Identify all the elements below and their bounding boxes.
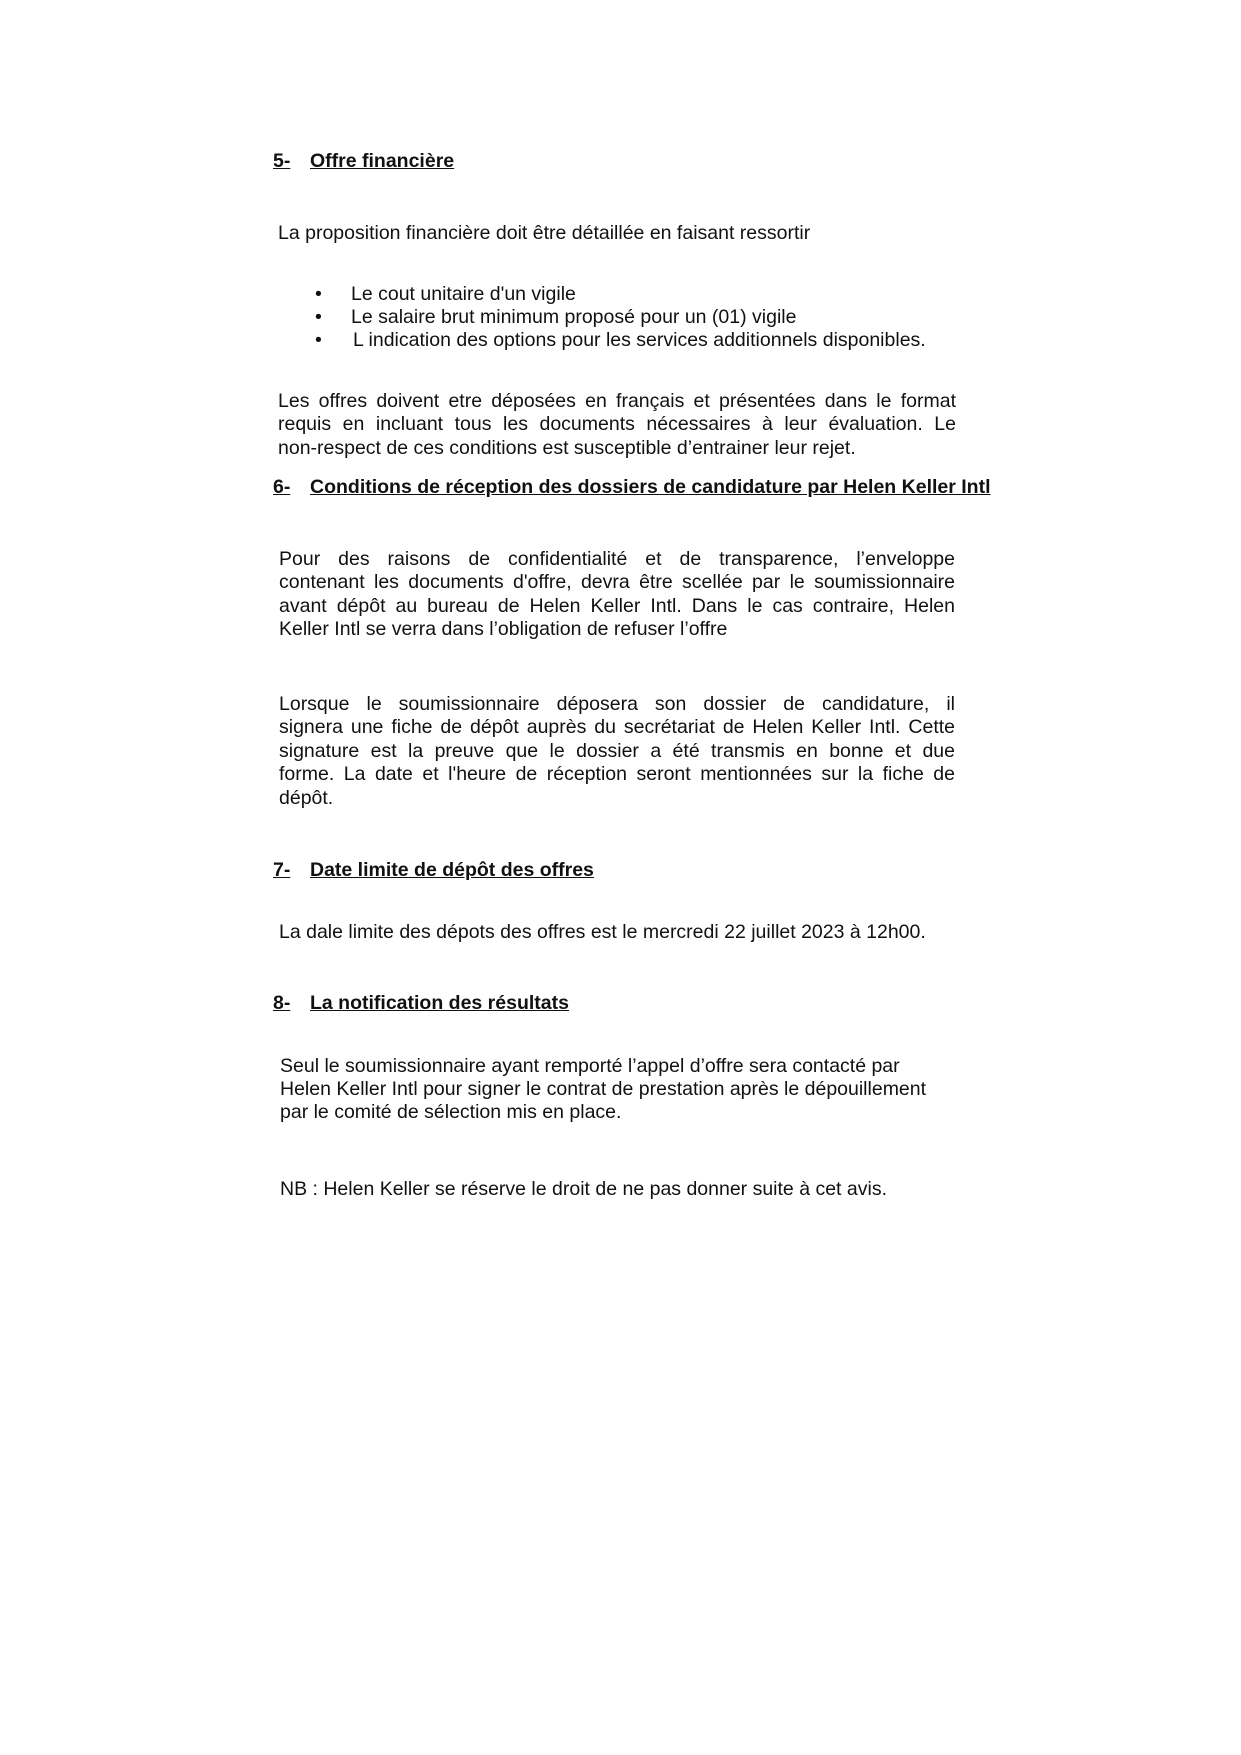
section-number: 8-: [273, 992, 291, 1014]
paragraph-line: Helen Keller Intl pour signer le contrat de prestation après le dépouillement: [280, 1078, 927, 1100]
paragraph-line: signera une fiche de dépôt auprès du secrétariat de Helen Keller Intl. Cette: [279, 716, 955, 739]
section-6-paragraph-1: [279, 548, 955, 642]
paragraph-line: non-respect de ces conditions est susceptible d’entrainer leur rejet.: [278, 436, 856, 459]
deadline-text: La dale limite des dépots des offres est le mercredi 22 juillet 2023 à 12h00.: [279, 921, 926, 943]
bullet-icon: •: [315, 329, 322, 351]
bullet-list: [315, 283, 1015, 353]
paragraph-line: par le comité de sélection mis en place.: [280, 1101, 622, 1123]
nb-note: NB : Helen Keller se réserve le droit de ne pas donner suite à cet avis.: [280, 1178, 887, 1200]
section-title: Conditions de réception des dossiers de candidature par Helen Keller Intl: [310, 476, 991, 498]
paragraph-line: Lorsque le soumissionnaire déposera son dossier de candidature, il: [279, 693, 955, 715]
section-5-intro: La proposition financière doit être détaillée en faisant ressortir: [278, 222, 811, 244]
section-title: La notification des résultats: [310, 992, 569, 1014]
section-title: Date limite de dépôt des offres: [310, 859, 594, 881]
paragraph-line: requis en incluant tous les documents nécessaires à leur évaluation. Le: [278, 413, 956, 436]
list-item-text: Le cout unitaire d'un vigile: [351, 283, 576, 305]
paragraph-line: contenant les documents d'offre, devra être scellée par le soumissionnaire: [279, 571, 955, 594]
section-number: 5-: [273, 150, 291, 172]
paragraph-line: Pour des raisons de confidentialité et de transparence, l’enveloppe: [279, 548, 955, 570]
section-title: Offre financière: [310, 150, 455, 172]
section-number: 7-: [273, 859, 291, 881]
section-6-paragraph-2: [279, 693, 955, 810]
bullet-icon: •: [315, 283, 322, 305]
paragraph-line: avant dépôt au bureau de Helen Keller Intl. Dans le cas contraire, Helen: [279, 594, 955, 617]
list-item-text: L indication des options pour les services additionnels disponibles.: [353, 329, 926, 351]
section-5-paragraph: [278, 390, 956, 460]
paragraph-line: dépôt.: [279, 786, 334, 809]
paragraph-line: forme. La date et l'heure de réception seront mentionnées sur la fiche de: [279, 763, 955, 786]
bullet-icon: •: [315, 306, 322, 328]
paragraph-line: Seul le soumissionnaire ayant remporté l’appel d’offre sera contacté par: [280, 1055, 900, 1077]
paragraph-line: signature est la preuve que le dossier a été transmis en bonne et due: [279, 739, 955, 762]
section-number: 6-: [273, 476, 291, 498]
paragraph-line: Les offres doivent etre déposées en français et présentées dans le format: [278, 390, 956, 412]
paragraph-line: Keller Intl se verra dans l’obligation de refuser l’offre: [279, 618, 728, 641]
list-item-text: Le salaire brut minimum proposé pour un (01) vigile: [351, 306, 797, 328]
